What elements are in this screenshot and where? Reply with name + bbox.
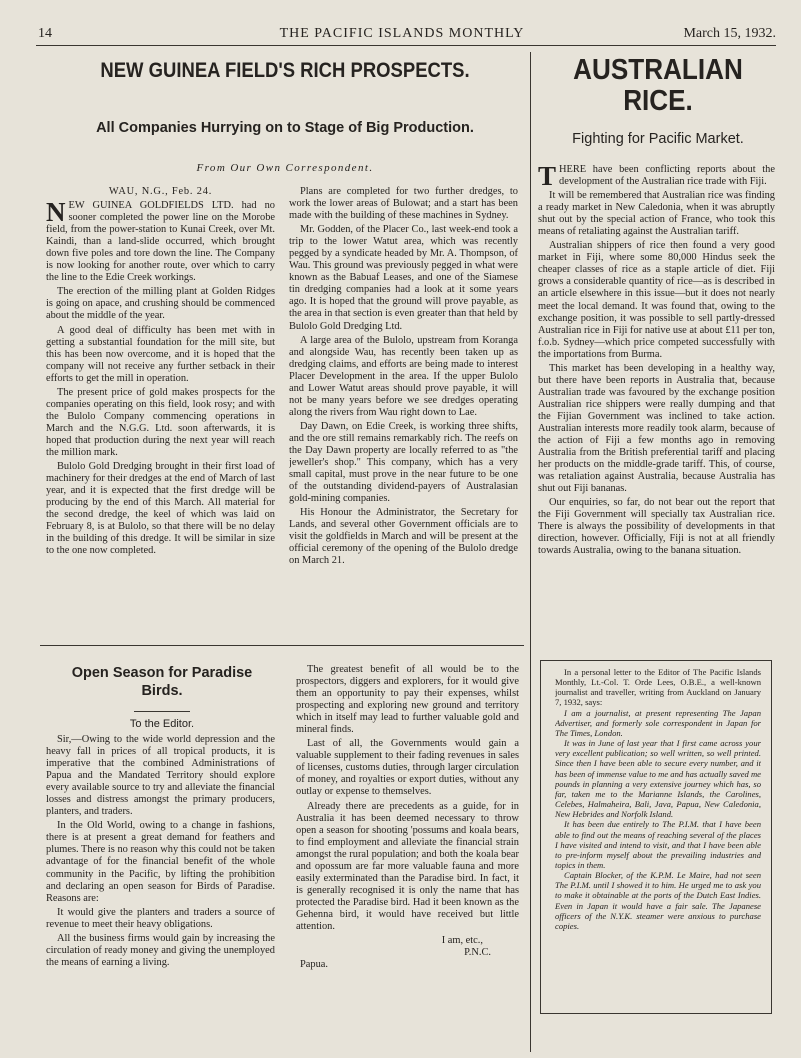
paragraph: A good deal of difficulty has been met with in getting a substantial foundation for the mill site, but this has been now overcome, and it is hoped that the company will not receive any further setback in their efforts to get the mill in operation. [46,324,275,384]
section-divider [40,645,524,646]
paragraph: Plans are completed for two further dredges, to work the lower areas of Bulowat; and a start has been made with the building of these machines in Sydney. [289,186,518,222]
byline: From Our Own Correspondent. [196,162,374,174]
paragraph: In the Old World, owing to a change in fashions, there is at present a great demand for feathers and plumes. There is no reason why this could not be taken advantage of for the financial benefit of the whole community in the Pacific, by lifting the prohibition and declaring an open season for Birds of Paradise. Reasons are: [46,820,275,904]
boxed-letter [540,660,772,1014]
paragraph: The greatest benefit of all would be to the prospectors, diggers and explorers, for it would give them an opportunity to pay their expenses, whilst prospecting and exploring new ground and territory which in itself may lead to further valuable gold and mineral finds. [296,664,519,736]
initials: P.N.C. [464,947,491,959]
article-title-birds-line2: Birds. [141,683,183,699]
letter-quote: It was in June of last year that I first came across your very excellent publication; so well written, so well printed. Since then I have been able to secure every number, and it has been of immense value to me and has actually saved me pounds in planning a very extensive journey which has, so far, taken me to the Marianne Islands, the Carolines, Celebes, Halmaheira, Bali, Java, Papua, New Caledonia, New Hebrides and Norfolk Island. [555,738,761,820]
paragraph: It would give the planters and traders a source of revenue to meet their heavy obligations. [46,906,275,930]
paragraph: Mr. Godden, of the Placer Co., last week-end took a trip to the lower Watut area, which was recently pegged by a syndicate headed by Mr. A. Thompson, of Wau. This ground was previously pegged in what were known as the Babuaf Leases, and one of the Siamese tin dredging companies had a look at it some years ago. It is hoped that the ground will prove payable, as the area in that section is even greater than that held by Bulolo Gold Dredging Ltd. [289,224,518,332]
paragraph: It will be remembered that Australian rice was finding a ready market in New Caledonia, when it was abruptly shut out by the special action of France, who took this means of retaliating against the Australian tariff. [538,190,775,238]
boxed-letter-text [555,667,761,1005]
paragraph: Day Dawn, on Edie Creek, is working three shifts, and the ore still remains remarkably rich. The reefs on the Day Dawn property are locally referred to as "the jeweller's shop." This company, which has a very small capital, must prove in the near future to be one of the outstanding dividend-payers of Australasian gold-mining companies. [289,420,518,505]
letter-intro: In a personal letter to the Editor of The Pacific Islands Monthly, Lt.-Col. T. Orde Lees, O.B.E., a well-known journalist and traveller, writing from Auckland on January 7, 1932, says: [555,667,761,708]
paragraph: The present price of gold makes prospects for the companies operating on this field, look rosy; and with the Bulolo Company commencing operations in March and the N.G.G. Ltd. soon afterwards, it is hoped that production during the next year will reach the million mark. [46,386,275,458]
letter-quote: It has been due entirely to The P.I.M. that I have been able to find out the means of reaching several of the places I have visited and intend to visit, and that I have been able to pre-inform myself about the prevailing industries and topics in them. [555,819,761,870]
article-subtitle-newguinea: All Companies Hurrying on to Stage of Big Production. [96,120,474,136]
paragraph: Bulolo Gold Dredging brought in their first load of machinery for their dredges at the end of March of last year, and it is expected that the first dredge will be producing by the end of this March. All material for the second dredge, the keel of which was laid on February 8, is at Bulolo, so that there will be no delay in the building of this dredge. It will be similar in size to the one now completed. [46,461,275,557]
dateline: WAU, N.G., Feb. 24. [108,186,213,197]
letter-quote: Captain Blocker, of the K.P.M. Le Maire, had not seen The P.I.M. until I showed it to him. He urged me to ask you to make it obtainable at the ports of the Dutch East Indies. Even in Japan it would have a fair sale. The Japanese officers of the N.Y.K. steamer were anxious to purchase copies. [555,870,761,931]
paragraph: Sir,—Owing to the wide world depression and the heavy fall in prices of all tropical products, it is imperative that the combined Administrations of Papua and the Mandated Territory should explore every available source to try and alleviate the financial losses and distress amongst the primary producers, planters, and traders. [46,734,275,818]
paragraph: NEW GUINEA GOLDFIELDS LTD. had no sooner completed the power line on the Morobe field, from the power-station to Kunai Creek, over Mt. Kaindi, than a land-slide occurred, which brought down five poles and tore down the line. The Company is now looking for another route, over which to carry the line to the Edie Creek workings. [46,197,275,284]
paragraph: The erection of the milling plant at Golden Ridges is going on apace, and crushing should be commenced about the middle of the year. [46,286,275,322]
article-rice-body [538,164,775,648]
header-rule [36,45,776,46]
page-number: 14 [38,26,52,41]
article-birds-col1 [46,734,275,1052]
column-divider-right [530,52,531,1052]
article-subtitle-rice: Fighting for Pacific Market. [572,131,744,147]
paragraph: All the business firms would gain by increasing the circulation of ready money and giving the unemployed the means of earning a living. [46,932,275,968]
paragraph: Our enquiries, so far, do not bear out the report that the Fiji Government will specially tax Australian rice. There is always the possibility of developments in that direction, however. Officially, Fiji is not at all friendly towards Australia, owing to the banana situation. [538,497,775,557]
drop-cap: N [46,197,66,228]
paragraph: Australian shippers of rice then found a very good market in Fiji, where some 80,000 Hindus seek the cheaper classes of rice as a staple article of diet. Fiji grows a considerable quantity of rice—as is described in an article elsewhere in this issue—but it does not nearly meet the local demand. It was found that, owing to the exchange position, it was possible to sell partly-dressed Australian rice in Fiji for native use at about £11 per ton, f.o.b. Sydney—which price competed successfully with the importations from Burma. [538,240,775,360]
drop-cap: T [538,164,557,191]
article-title-rice-line1: AUSTRALIAN [573,54,743,86]
paragraph: Already there are precedents as a guide, for in Australia it has been deemed necessary to throw open a season for shooting 'possums and koala bears, to find employment and alleviate the financial strain amongst the rural population; and both the koala bear and opossum are far more valuable fauna and more easily exterminated than the Paradise bird. In fact, it is generally recognised it is only the name that has protected the Paradise bird. Had it been known as the Gehenna bird, it would have received but little attention. [296,800,519,932]
article-birds-col2 [296,664,519,1052]
letter-quote: I am a journalist, at present representing The Japan Advertiser, and formerly sole correspondent in Japan for The Times, London. [555,707,761,738]
paragraph: THERE have been conflicting reports about the development of the Australian rice trade with Fiji. [538,164,775,191]
signoff: I am, etc., [441,935,483,947]
paragraph: This market has been developing in a healthy way, but there have been reports in Australia that, because Australian trade was favoured by the exchange position Australian rice shippers were really dumping and that the Fijian Government was inclined to take action. Australian interests more readily took alarm, because of the action of Fiji a few months ago in removing Australia from the British preferential tariff and placing her products on the middle-grade tariff. This, of course, was retaliation against Australia, because Australia has shut out Fiji bananas. [538,362,775,495]
place: Papua. [300,959,328,971]
to-the-editor: To the Editor. [129,718,195,730]
paragraph: Last of all, the Governments would gain a valuable supplement to their fading revenues in sales of licenses, customs duties, through larger circulation of money, and royalties or export duties, without any outlay or expense to themselves. [296,738,519,798]
article-newguinea-col1 [46,186,275,581]
article-title-newguinea: NEW GUINEA FIELD'S RICH PROSPECTS. [100,59,470,82]
article-title-rice-line2: RICE. [623,85,693,117]
paragraph: His Honour the Administrator, the Secretary for Lands, and several other Government officials are to visit the goldfields in March and will be present at the official ceremony of the opening of the Bulolo dredge on March 21. [289,507,518,567]
article-title-birds-line1: Open Season for Paradise [71,665,253,681]
short-rule [134,711,190,712]
masthead: THE PACIFIC ISLANDS MONTHLY [279,26,525,41]
paragraph: A large area of the Bulolo, upstream from Koranga and alongside Wau, has recently been taken up as dredging claims, and efforts are being made to interest Placer Development in the area. If the upper Bulolo and Lower Watut areas should prove payable, it will not be many years before we see dredges operating along the rivers from Wau right down to Lae. [289,334,518,418]
issue-date: March 15, 1932. [683,26,776,41]
article-newguinea-col2 [289,186,518,581]
